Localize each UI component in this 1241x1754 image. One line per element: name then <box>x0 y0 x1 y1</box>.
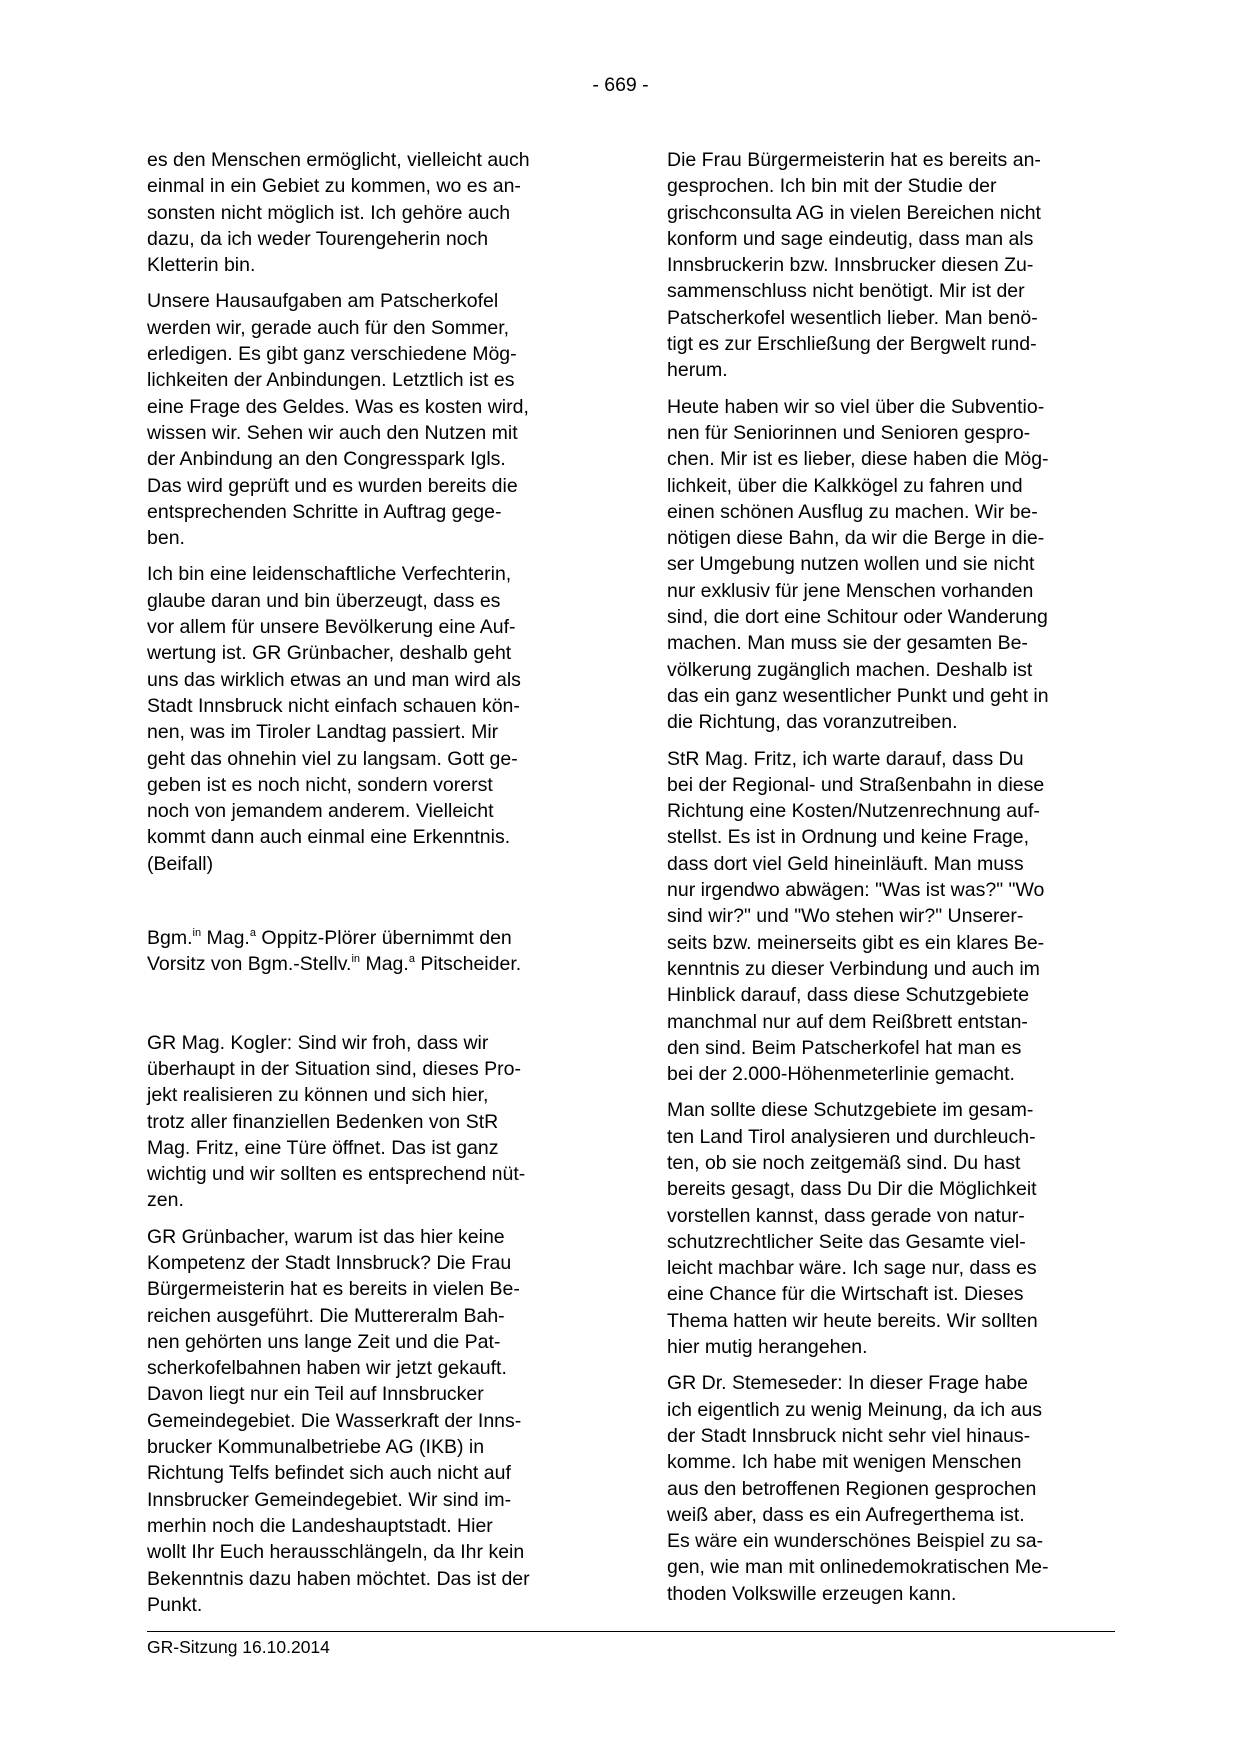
text-line: noch von jemandem anderem. Vielleicht <box>147 800 494 823</box>
title-suffix: a <box>249 926 256 939</box>
text-line: Die Frau Bürgermeisterin hat es bereits an- <box>667 149 1041 171</box>
text-line: überhaupt in der Situation sind, dieses Pro- <box>147 1057 521 1080</box>
left-column <box>147 147 600 1628</box>
text-line: schutzrechtlicher Seite das Gesamte viel- <box>667 1230 1026 1253</box>
right-column <box>667 147 1120 1617</box>
chair-line-1 <box>147 925 600 951</box>
text-line: lichkeit, über die Kalkkögel zu fahren und <box>667 474 1023 497</box>
text-line: dazu, da ich weder Tourengeherin noch <box>147 227 489 250</box>
text-line: völkerung zugänglich machen. Deshalb ist <box>667 658 1033 681</box>
text-line: der Stadt Innsbruck nicht sehr viel hinaus- <box>667 1424 1031 1447</box>
text-line: chen. Mir ist es lieber, diese haben die Mög- <box>667 448 1049 471</box>
text-line: vorstellen kannst, dass gerade von natur- <box>667 1204 1025 1227</box>
text-line: stellst. Es ist in Ordnung und keine Frage, <box>667 826 1030 849</box>
paragraph <box>667 394 1120 736</box>
text-line: hier mutig herangehen. <box>667 1336 868 1359</box>
title-suffix: in <box>192 926 202 939</box>
text-line: Es wäre ein wunderschönes Beispiel zu sa- <box>667 1530 1044 1553</box>
text-line: jekt realisieren zu können und sich hier, <box>147 1084 489 1107</box>
text-line: nur irgendwo abwägen: "Was ist was?" "Wo <box>667 879 1045 902</box>
text-line: nen für Seniorinnen und Senioren gespro- <box>667 421 1031 444</box>
text-line: Bekenntnis dazu haben möchtet. Das ist der <box>147 1567 530 1590</box>
text-line: gesprochen. Ich bin mit der Studie der <box>667 175 997 198</box>
footer-divider <box>147 1631 1115 1632</box>
text-line: nur exklusiv für jene Menschen vorhanden <box>667 579 1034 602</box>
text-line: thoden Volkswille erzeugen kann. <box>667 1582 957 1605</box>
text-line: Thema hatten wir heute bereits. Wir sollten <box>667 1309 1038 1332</box>
text-line: zen. <box>147 1189 184 1212</box>
text-line: Stadt Innsbruck nicht einfach schauen kön- <box>147 694 520 717</box>
paragraph <box>147 1224 600 1618</box>
text-line: Ich bin eine leidenschaftliche Verfechterin, <box>147 563 512 586</box>
text-line: entsprechenden Schritte in Auftrag gege- <box>147 500 502 523</box>
text-line: den sind. Beim Patscherkofel hat man es <box>667 1036 1022 1059</box>
text-line: ten Land Tirol analysieren und durchleuch- <box>667 1125 1036 1148</box>
text-line: konform und sage eindeutig, dass man als <box>667 227 1034 250</box>
text-line: reichen ausgeführt. Die Muttereralm Bah- <box>147 1304 505 1327</box>
text-line: GR Grünbacher, warum ist das hier keine <box>147 1225 505 1248</box>
text-line: GR Mag. Kogler: Sind wir froh, dass wir <box>147 1031 489 1054</box>
text-line: sind, die dort eine Schitour oder Wanderung <box>667 606 1048 629</box>
paragraph <box>147 1030 600 1214</box>
text-line: wissen wir. Sehen wir auch den Nutzen mit <box>147 421 518 444</box>
text-line: erledigen. Es gibt ganz verschiedene Mög- <box>147 343 517 366</box>
paragraph <box>667 147 1120 384</box>
text-line: die Richtung, das voranzutreiben. <box>667 711 958 734</box>
text-line: Richtung eine Kosten/Nutzenrechnung auf- <box>667 800 1040 823</box>
chair-text: Oppitz-Plörer übernimmt den <box>261 927 512 950</box>
paragraph <box>667 746 1120 1088</box>
text-line: vor allem für unsere Bevölkerung eine Auf- <box>147 616 516 639</box>
text-line: nötigen diese Bahn, da wir die Berge in die- <box>667 527 1045 550</box>
left-paragraphs-2 <box>147 1030 600 1619</box>
text-line: Das wird geprüft und es wurden bereits die <box>147 474 518 497</box>
text-line: geben ist es noch nicht, sondern vorerst <box>147 773 493 796</box>
paragraph <box>147 147 600 278</box>
chair-text: Pitscheider. <box>420 953 522 976</box>
chair-change-note <box>147 925 600 978</box>
text-line: bei der 2.000-Höhenmeterlinie gemacht. <box>667 1063 1015 1086</box>
text-line: herum. <box>667 359 728 382</box>
text-line: wollt Ihr Euch herausschlängeln, da Ihr kein <box>147 1541 525 1564</box>
text-line: ser Umgebung nutzen wollen und sie nicht <box>667 553 1035 576</box>
text-line: einmal in ein Gebiet zu kommen, wo es an- <box>147 175 521 198</box>
bgm-title: Bgm. <box>147 927 193 950</box>
text-line: nen gehörten uns lange Zeit und die Pat- <box>147 1330 501 1353</box>
text-line: sind wir?" und "Wo stehen wir?" Unserer- <box>667 905 1024 928</box>
text-line: Innsbruckerin bzw. Innsbrucker diesen Zu- <box>667 254 1034 277</box>
mag-title: Mag. <box>365 953 409 976</box>
text-line: Davon liegt nur ein Teil auf Innsbrucker <box>147 1383 484 1406</box>
text-line: Punkt. <box>147 1593 203 1616</box>
text-line: weiß aber, dass es ein Aufregerthema ist. <box>667 1503 1025 1526</box>
chair-line-2 <box>147 951 600 977</box>
chair-text: Vorsitz von Bgm.-Stellv. <box>147 953 352 976</box>
paragraph <box>147 288 600 551</box>
text-line: Man sollte diese Schutzgebiete im gesam- <box>667 1099 1034 1122</box>
text-line: eine Chance für die Wirtschaft ist. Dieses <box>667 1283 1024 1306</box>
text-line: StR Mag. Fritz, ich warte darauf, dass Du <box>667 747 1024 770</box>
text-line: bei der Regional- und Straßenbahn in diese <box>667 773 1045 796</box>
text-line: Innsbrucker Gemeindegebiet. Wir sind im- <box>147 1488 512 1511</box>
text-line: (Beifall) <box>147 852 214 875</box>
text-line: es den Menschen ermöglicht, vielleicht auch <box>147 149 530 171</box>
text-line: kenntnis zu dieser Verbindung und auch im <box>667 957 1040 980</box>
text-line: Gemeindegebiet. Die Wasserkraft der Inns- <box>147 1409 522 1432</box>
text-line: nen, was im Tiroler Landtag passiert. Mir <box>147 721 499 744</box>
text-line: lichkeiten der Anbindungen. Letztlich ist es <box>147 369 515 392</box>
text-line: sonsten nicht möglich ist. Ich gehöre auch <box>147 201 511 224</box>
text-line: das ein ganz wesentlicher Punkt und geht in <box>667 684 1049 707</box>
text-line: Unsere Hausaufgaben am Patscherkofel <box>147 290 499 313</box>
text-line: Mag. Fritz, eine Türe öffnet. Das ist ganz <box>147 1136 499 1159</box>
paragraph <box>667 1370 1120 1607</box>
text-line: Patscherkofel wesentlich lieber. Man benö- <box>667 306 1038 329</box>
text-line: Heute haben wir so viel über die Subventio- <box>667 395 1045 418</box>
text-line: gen, wie man mit onlinedemokratischen Me- <box>667 1556 1049 1579</box>
text-line: tigt es zur Erschließung der Bergwelt rund- <box>667 333 1037 356</box>
left-paragraphs <box>147 147 600 877</box>
text-line: werden wir, gerade auch für den Sommer, <box>147 316 510 339</box>
text-line: einen schönen Ausflug zu machen. Wir be- <box>667 500 1038 523</box>
text-line: Hinblick darauf, dass diese Schutzgebiete <box>667 984 1030 1007</box>
paragraph <box>147 561 600 877</box>
text-line: manchmal nur auf dem Reißbrett entstan- <box>667 1010 1028 1033</box>
text-line: wichtig und wir sollten es entsprechend nüt- <box>147 1163 526 1186</box>
text-line: grischconsulta AG in vielen Bereichen nicht <box>667 201 1041 224</box>
text-line: merhin noch die Landeshauptstadt. Hier <box>147 1514 493 1537</box>
text-line: ben. <box>147 527 185 550</box>
title-suffix: a <box>408 952 415 965</box>
text-line: aus den betroffenen Regionen gesprochen <box>667 1477 1037 1500</box>
text-line: bereits gesagt, dass Du Dir die Möglichkeit <box>667 1178 1037 1201</box>
text-line: GR Dr. Stemeseder: In dieser Frage habe <box>667 1372 1028 1395</box>
text-line: leicht machbar wäre. Ich sage nur, dass es <box>667 1257 1037 1280</box>
title-suffix: in <box>351 952 361 965</box>
right-paragraphs <box>667 147 1120 1607</box>
text-line: scherkofelbahnen haben wir jetzt gekauft. <box>147 1357 507 1380</box>
text-line: Kletterin bin. <box>147 254 256 277</box>
text-line: ten, ob sie noch zeitgemäß sind. Du hast <box>667 1151 1021 1174</box>
text-line: Kompetenz der Stadt Innsbruck? Die Frau <box>147 1251 512 1274</box>
text-line: geht das ohnehin viel zu langsam. Gott ge- <box>147 747 518 770</box>
text-line: brucker Kommunalbetriebe AG (IKB) in <box>147 1436 485 1459</box>
paragraph <box>667 1097 1120 1360</box>
text-line: dass dort viel Geld hineinläuft. Man muss <box>667 852 1024 875</box>
text-line: trotz aller finanziellen Bedenken von StR <box>147 1110 499 1133</box>
footer-session-date: GR-Sitzung 16.10.2014 <box>147 1637 330 1657</box>
text-line: glaube daran und bin überzeugt, dass es <box>147 589 501 612</box>
text-line: sammenschluss nicht benötigt. Mir ist der <box>667 280 1025 303</box>
text-line: eine Frage des Geldes. Was es kosten wird, <box>147 395 529 418</box>
text-line: uns das wirklich etwas an und man wird als <box>147 668 521 691</box>
mag-title: Mag. <box>206 927 250 950</box>
text-line: kommt dann auch einmal eine Erkenntnis. <box>147 826 511 849</box>
text-line: komme. Ich habe mit wenigen Menschen <box>667 1451 1022 1474</box>
text-line: wertung ist. GR Grünbacher, deshalb geht <box>147 642 512 665</box>
text-line: seits bzw. meinerseits gibt es ein klares Be- <box>667 931 1045 954</box>
text-line: Richtung Telfs befindet sich auch nicht auf <box>147 1462 511 1485</box>
text-line: machen. Man muss sie der gesamten Be- <box>667 632 1028 655</box>
page-number: - 669 - <box>592 74 649 96</box>
text-line: der Anbindung an den Congresspark Igls. <box>147 448 506 471</box>
text-line: ich eigentlich zu wenig Meinung, da ich aus <box>667 1398 1043 1421</box>
text-line: Bürgermeisterin hat es bereits in vielen Be- <box>147 1278 520 1301</box>
